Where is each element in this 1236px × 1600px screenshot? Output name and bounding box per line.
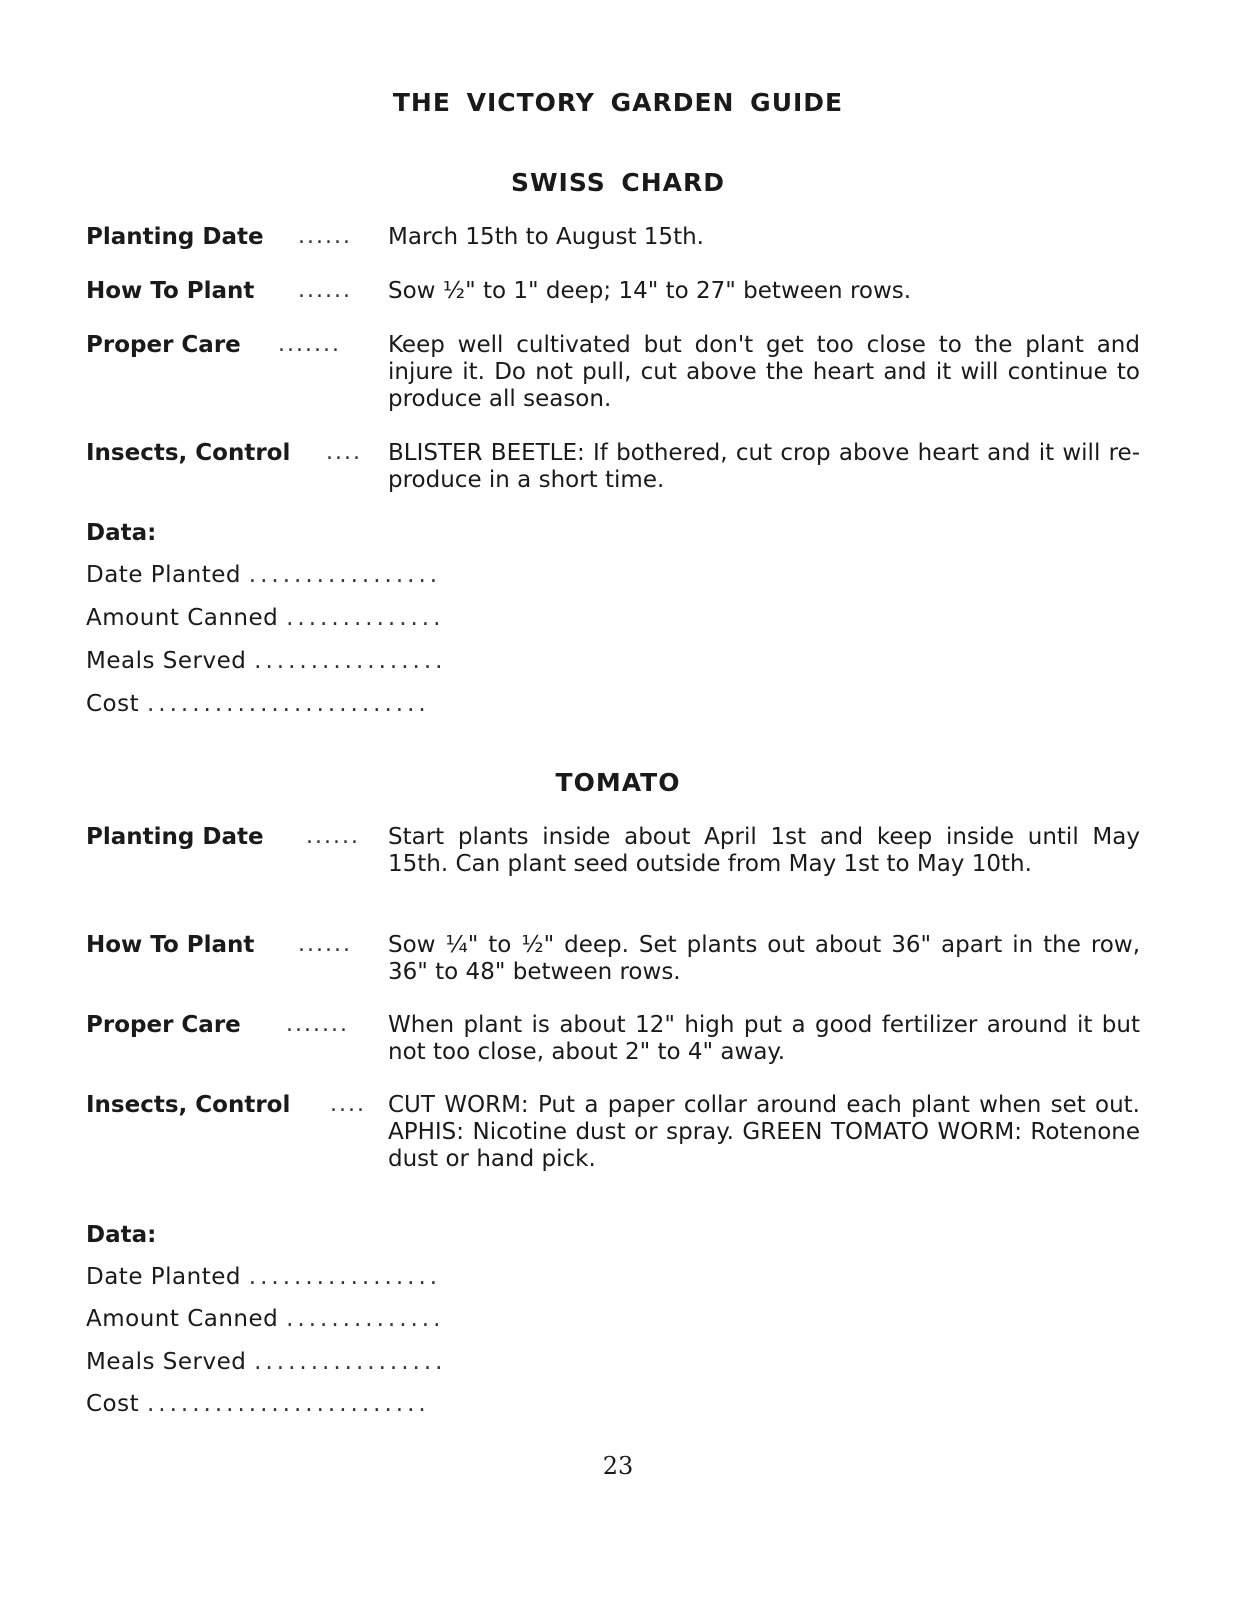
fill-in-dots: ................. <box>254 648 447 674</box>
fill-in-dots: .............. <box>286 1306 445 1332</box>
running-title: THE VICTORY GARDEN GUIDE <box>392 88 844 117</box>
entry-text: BLISTER BEETLE: If bothered, cut crop above heart and it will re-produce in a short time. <box>388 440 1140 493</box>
data-field-cost <box>86 691 430 717</box>
data-field-label: Cost <box>86 1391 140 1417</box>
leader-dots: ...... <box>306 824 360 849</box>
section-title-swiss-chard: SWISS CHARD <box>510 168 726 197</box>
leader-dots: .... <box>330 1092 366 1117</box>
leader-dots: .... <box>326 440 362 465</box>
entry-text: March 15th to August 15th. <box>388 224 704 250</box>
entry-label: Proper Care <box>86 1012 241 1038</box>
leader-dots: ....... <box>286 1012 349 1037</box>
data-field-date-planted <box>86 562 441 588</box>
entry-label: How To Plant <box>86 278 255 304</box>
entry-text: Start plants inside about April 1st and keep inside until May 15th. Can plant seed outside from May 1st to May 10th. <box>388 824 1140 877</box>
data-field-label: Date Planted <box>86 1264 241 1290</box>
entry-text: Sow ½" to 1" deep; 14" to 27" between rows. <box>388 278 912 304</box>
data-heading: Data: <box>86 520 157 546</box>
leader-dots: ...... <box>298 278 352 303</box>
entry-label: Insects, Control <box>86 1092 291 1118</box>
data-field-meals-served <box>86 1349 446 1375</box>
data-field-label: Meals Served <box>86 1349 247 1375</box>
fill-in-dots: .............. <box>286 605 445 631</box>
fill-in-dots: ......................... <box>146 1391 430 1417</box>
data-field-amount-canned <box>86 1306 444 1332</box>
data-heading: Data: <box>86 1222 157 1248</box>
fill-in-dots: ................. <box>248 1264 442 1290</box>
data-field-label: Meals Served <box>86 648 247 674</box>
data-field-label: Amount Canned <box>86 605 279 631</box>
data-field-label: Date Planted <box>86 562 241 588</box>
entry-label: Planting Date <box>86 824 264 850</box>
section-title-tomato: TOMATO <box>555 768 681 797</box>
data-field-label: Cost <box>86 691 140 717</box>
entry-label: How To Plant <box>86 932 255 958</box>
fill-in-dots: ......................... <box>146 691 430 717</box>
entry-label: Planting Date <box>86 224 264 250</box>
leader-dots: ...... <box>298 224 352 249</box>
page-number: 23 <box>602 1452 634 1480</box>
entry-text: When plant is about 12" high put a good fertilizer around it but not too close, about 2" to 4" away. <box>388 1012 1140 1065</box>
fill-in-dots: ................. <box>254 1349 447 1375</box>
leader-dots: ....... <box>278 332 341 357</box>
data-field-amount-canned <box>86 605 444 631</box>
entry-label: Proper Care <box>86 332 241 358</box>
data-field-cost <box>86 1391 430 1417</box>
data-field-meals-served <box>86 648 446 674</box>
data-field-date-planted <box>86 1264 441 1290</box>
entry-text: Keep well cultivated but don't get too close to the plant and injure it. Do not pull, cut above the heart and it will continue to produce all season. <box>388 332 1140 412</box>
data-field-label: Amount Canned <box>86 1306 279 1332</box>
leader-dots: ...... <box>298 932 352 957</box>
fill-in-dots: ................. <box>248 562 442 588</box>
entry-text: Sow ¼" to ½" deep. Set plants out about 36" apart in the row, 36" to 48" between rows. <box>388 932 1140 985</box>
entry-label: Insects, Control <box>86 440 291 466</box>
entry-text: CUT WORM: Put a paper collar around each plant when set out. APHIS: Nicotine dust or spray. GREEN TOMATO WORM: Rotenone dust or hand pick. <box>388 1092 1140 1172</box>
